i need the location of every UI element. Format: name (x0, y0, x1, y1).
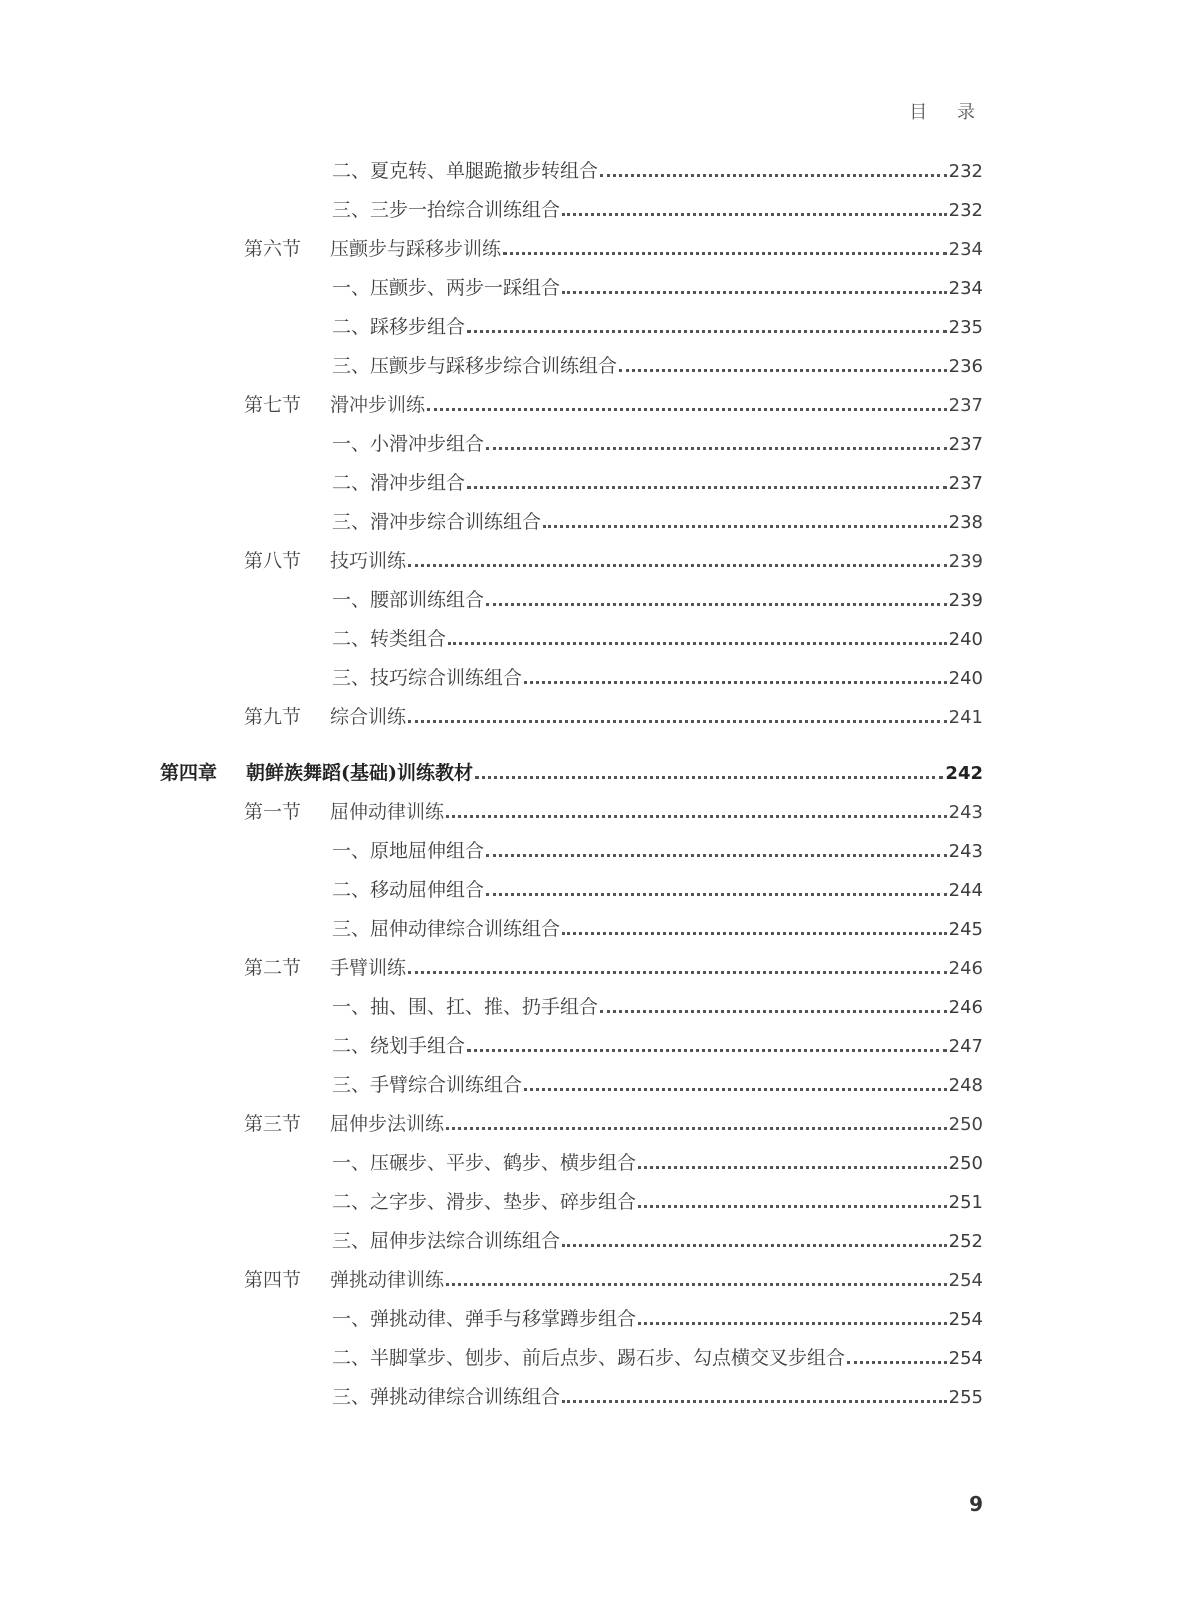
toc-entry-label (244, 1109, 444, 1139)
toc-entry-item (332, 468, 983, 498)
toc-entry-title: 一、压碾步、平步、鹤步、横步组合 (332, 1152, 637, 1174)
toc-entry-page: 234 (948, 239, 983, 260)
toc-entry-title: 一、原地屈伸组合 (332, 840, 485, 862)
dot-leader (524, 1088, 947, 1091)
toc-entry-label (244, 234, 501, 264)
toc-entry-item (332, 429, 983, 459)
toc-entry-section (244, 1109, 983, 1139)
dot-leader (562, 1244, 947, 1247)
toc-entry-item (332, 1226, 983, 1256)
dot-leader (847, 1361, 947, 1364)
toc-entry-label (244, 546, 406, 576)
toc-entry-title: 弹挑动律训练 (330, 1269, 445, 1291)
toc-entry-label (332, 1343, 845, 1373)
toc-entry-title: 一、压颤步、两步一踩组合 (332, 277, 561, 299)
toc-entry-title: 一、小滑冲步组合 (332, 433, 485, 455)
dot-leader (562, 932, 947, 935)
dot-leader (638, 1322, 947, 1325)
toc-entry-item (332, 1070, 983, 1100)
toc-entry-label (332, 156, 598, 186)
toc-entry-title: 综合训练 (330, 706, 407, 728)
toc-entry-label (332, 1187, 636, 1217)
toc-entry-page: 234 (948, 278, 983, 299)
toc-entry-page: 244 (948, 880, 983, 901)
toc-entry-page: 237 (948, 434, 983, 455)
toc-entry-page: 254 (948, 1309, 983, 1330)
toc-entry-item (332, 663, 983, 693)
toc-entry-title: 二、夏克转、单腿跪撤步转组合 (332, 160, 599, 182)
toc-entry-label (332, 351, 617, 381)
toc-entry-item (332, 585, 983, 615)
toc-entry-title: 一、腰部训练组合 (332, 589, 485, 611)
toc-entry-prefix: 第九节 (244, 706, 302, 728)
toc-entry-page: 239 (948, 590, 983, 611)
toc-entry-page: 245 (948, 919, 983, 940)
toc-entry-label (332, 1304, 636, 1334)
toc-entry-label (244, 1265, 444, 1295)
toc-entry-item (332, 1304, 983, 1334)
toc-entry-page: 243 (948, 841, 983, 862)
toc-entry-section (244, 546, 983, 576)
toc-entry-title: 三、三步一抬综合训练组合 (332, 199, 561, 221)
toc-entry-label (332, 1226, 560, 1256)
dot-leader (619, 369, 947, 372)
toc-entry-item (332, 914, 983, 944)
toc-entry-title: 三、屈伸动律综合训练组合 (332, 918, 561, 940)
toc-entry-label (332, 992, 598, 1022)
toc-entry-item (332, 195, 983, 225)
toc-entry-title: 三、手臂综合训练组合 (332, 1074, 523, 1096)
dot-leader (448, 642, 947, 645)
toc-entry-item (332, 273, 983, 303)
toc-entry-page: 237 (948, 395, 983, 416)
toc-entry-page: 236 (948, 356, 983, 377)
toc-entry-title: 滑冲步训练 (330, 394, 426, 416)
toc-entry-label (332, 1382, 560, 1412)
running-header: 目 录 (909, 102, 987, 123)
toc-entry-section (244, 1265, 983, 1295)
toc-entry-page: 246 (948, 997, 983, 1018)
toc-entry-prefix: 第一节 (244, 801, 302, 823)
toc-entry-label (332, 273, 560, 303)
toc-entry-label (332, 507, 541, 537)
toc-entry-item (332, 1382, 983, 1412)
toc-entry-title: 技巧训练 (330, 550, 407, 572)
toc-entry-page: 232 (948, 200, 983, 221)
dot-leader (467, 486, 947, 489)
toc-entry-page: 240 (948, 629, 983, 650)
toc-entry-prefix: 第二节 (244, 957, 302, 979)
toc-entry-title: 三、技巧综合训练组合 (332, 667, 523, 689)
toc-entry-item (332, 992, 983, 1022)
toc-entry-page: 240 (948, 668, 983, 689)
toc-entry-label (332, 585, 484, 615)
dot-leader (408, 720, 947, 723)
toc-entry-chapter (160, 758, 983, 788)
toc-entry-label (332, 195, 560, 225)
dot-leader (524, 681, 947, 684)
toc-entry-label (332, 1070, 522, 1100)
toc-entry-title: 一、弹挑动律、弹手与移掌蹲步组合 (332, 1308, 637, 1330)
toc-entry-label (332, 624, 446, 654)
toc-entry-section (244, 390, 983, 420)
dot-leader (638, 1166, 947, 1169)
toc-entry-page: 241 (948, 707, 983, 728)
toc-entry-title: 屈伸步法训练 (330, 1113, 445, 1135)
toc-entry-item (332, 875, 983, 905)
toc-entry-section (244, 797, 983, 827)
dot-leader (486, 854, 947, 857)
toc-entry-label (244, 797, 444, 827)
toc-entry-item (332, 836, 983, 866)
toc-entry-page: 250 (948, 1114, 983, 1135)
toc-entry-label (160, 758, 473, 788)
toc-entry-page: 251 (948, 1192, 983, 1213)
toc-entry-item (332, 351, 983, 381)
toc-entry-page: 239 (948, 551, 983, 572)
toc-entry-page: 243 (948, 802, 983, 823)
toc-entry-prefix: 第七节 (244, 394, 302, 416)
toc-entry-page: 246 (948, 958, 983, 979)
toc-entry-page: 250 (948, 1153, 983, 1174)
toc-entry-item (332, 312, 983, 342)
toc-entry-page: 235 (948, 317, 983, 338)
toc-entry-label (332, 1031, 465, 1061)
toc-entry-item (332, 1187, 983, 1217)
toc-entry-page: 252 (948, 1231, 983, 1252)
dot-leader (475, 776, 943, 779)
toc-entry-label (332, 836, 484, 866)
toc-entry-title: 三、滑冲步综合训练组合 (332, 511, 542, 533)
toc-entry-page: 242 (945, 763, 983, 784)
toc-entry-page: 255 (948, 1387, 983, 1408)
toc-entry-page: 254 (948, 1348, 983, 1369)
toc-entry-item (332, 507, 983, 537)
dot-leader (562, 291, 947, 294)
dot-leader (408, 971, 947, 974)
toc-entry-page: 238 (948, 512, 983, 533)
toc-entry-label (332, 1148, 636, 1178)
dot-leader (486, 603, 947, 606)
toc-entry-label (244, 702, 406, 732)
toc-entry-title: 二、转类组合 (332, 628, 447, 650)
dot-leader (600, 1010, 947, 1013)
dot-leader (600, 174, 947, 177)
toc-entry-prefix: 第六节 (244, 238, 302, 260)
toc-entry-prefix: 第四章 (160, 762, 218, 784)
toc-entry-title: 二、滑冲步组合 (332, 472, 466, 494)
toc-entry-prefix: 第三节 (244, 1113, 302, 1135)
toc-entry-page: 247 (948, 1036, 983, 1057)
dot-leader (408, 564, 947, 567)
toc-entry-label (332, 663, 522, 693)
dot-leader (427, 408, 947, 411)
toc-entry-item (332, 624, 983, 654)
toc-entry-prefix: 第八节 (244, 550, 302, 572)
toc-entry-label (244, 953, 406, 983)
dot-leader (562, 1400, 947, 1403)
toc-entry-page: 232 (948, 161, 983, 182)
toc-entry-title: 三、弹挑动律综合训练组合 (332, 1386, 561, 1408)
dot-leader (638, 1205, 947, 1208)
toc-entry-title: 三、屈伸步法综合训练组合 (332, 1230, 561, 1252)
dot-leader (446, 1283, 947, 1286)
toc-entry-title: 二、移动屈伸组合 (332, 879, 485, 901)
toc-entry-item (332, 1031, 983, 1061)
toc-entry-section (244, 702, 983, 732)
toc-entry-label (332, 312, 465, 342)
toc-entry-prefix: 第四节 (244, 1269, 302, 1291)
toc-entry-title: 一、抽、围、扛、推、扔手组合 (332, 996, 599, 1018)
toc-entry-label (332, 468, 465, 498)
toc-entry-title: 三、压颤步与踩移步综合训练组合 (332, 355, 618, 377)
dot-leader (486, 893, 947, 896)
toc-entry-title: 朝鲜族舞蹈(基础)训练教材 (246, 762, 473, 784)
toc-entry-label (244, 390, 425, 420)
toc-entry-title: 手臂训练 (330, 957, 407, 979)
dot-leader (562, 213, 947, 216)
dot-leader (467, 330, 947, 333)
dot-leader (467, 1049, 947, 1052)
dot-leader (543, 525, 947, 528)
dot-leader (486, 447, 947, 450)
dot-leader (446, 815, 947, 818)
toc-entry-item (332, 1148, 983, 1178)
toc-entry-title: 二、绕划手组合 (332, 1035, 466, 1057)
toc-entry-title: 二、之字步、滑步、垫步、碎步组合 (332, 1191, 637, 1213)
toc-entry-page: 248 (948, 1075, 983, 1096)
toc-entry-title: 二、半脚掌步、刨步、前后点步、踢石步、勾点横交叉步组合 (332, 1347, 846, 1369)
toc-entry-label (332, 429, 484, 459)
dot-leader (503, 252, 947, 255)
toc-entry-label (332, 875, 484, 905)
toc-entry-page: 254 (948, 1270, 983, 1291)
toc-entry-title: 二、踩移步组合 (332, 316, 466, 338)
toc-entry-item (332, 156, 983, 186)
toc-entry-title: 压颤步与踩移步训练 (330, 238, 502, 260)
toc-entry-title: 屈伸动律训练 (330, 801, 445, 823)
toc-entry-label (332, 914, 560, 944)
dot-leader (446, 1127, 947, 1130)
toc-entry-section (244, 953, 983, 983)
toc-entry-section (244, 234, 983, 264)
toc-entry-item (332, 1343, 983, 1373)
page-number: 9 (969, 1492, 983, 1516)
toc-entry-page: 237 (948, 473, 983, 494)
